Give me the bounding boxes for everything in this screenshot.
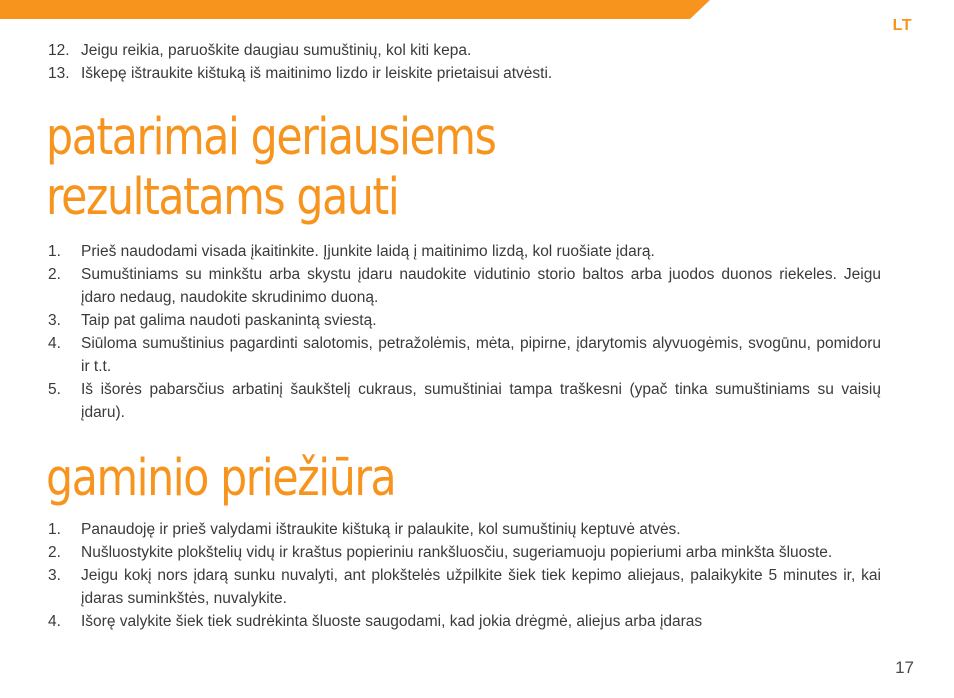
item-text: Panaudoję ir prieš valydami ištraukite kištuką ir palaukite, kol sumuštinių keptuvė atvės. bbox=[81, 521, 681, 538]
language-code: LT bbox=[892, 17, 912, 34]
list-item bbox=[48, 564, 881, 610]
item-number: 1. bbox=[48, 521, 61, 538]
item-text: Išorę valykite šiek tiek sudrėkinta šluoste saugodami, kad jokia drėgmė, aliejus arba įdaras bbox=[81, 613, 703, 630]
item-number: 2. bbox=[48, 544, 61, 561]
item-text: Jeigu kokį nors įdarą sunku nuvalyti, ant plokštelės užpilkite šiek tiek kepimo aliejaus, palaikykite 5 minutes ir, kai įdaras suminkštės, nuvalykite. bbox=[81, 567, 881, 607]
item-number: 3. bbox=[48, 567, 61, 584]
item-text: Nušluostykite plokštelių vidų ir kraštus popieriniu rankšluosčiu, sugeriamuoju popieriumi arba minkšta šluoste. bbox=[81, 544, 833, 561]
page-number: 17 bbox=[895, 658, 914, 677]
list-item bbox=[48, 62, 881, 85]
tips-title-line-1: patarimai geriausiems bbox=[46, 108, 496, 167]
list-item bbox=[48, 610, 881, 633]
item-text: Iš išorės pabarsčius arbatinį šaukštelį cukraus, sumuštiniai tampa traškesni (ypač tinka sumuštiniams su vaisių įdaru). bbox=[81, 381, 881, 421]
item-number: 5. bbox=[48, 381, 61, 398]
list-item bbox=[48, 541, 881, 564]
tips-title-line-2: rezultatams gauti bbox=[46, 168, 399, 227]
item-number: 4. bbox=[48, 613, 61, 630]
item-text: Siūloma sumuštinius pagardinti salotomis, petražolėmis, mėta, pipirne, įdarytomis alyvuogėmis, svogūnu, pomidoru ir t.t. bbox=[81, 335, 881, 375]
intro-steps-list bbox=[48, 39, 881, 85]
list-item bbox=[48, 332, 881, 378]
item-text: Jeigu reikia, paruoškite daugiau sumuštinių, kol kiti kepa. bbox=[81, 42, 472, 59]
item-text: Sumuštiniams su minkštu arba skystu įdaru naudokite vidutinio storio baltos arba juodos duonos riekeles. Jeigu įdaro nedaug, naudokite skrudinimo duoną. bbox=[81, 266, 881, 306]
care-list bbox=[48, 518, 881, 633]
item-text: Prieš naudodami visada įkaitinkite. Įjunkite laidą į maitinimo lizdą, kol ruošiate įdarą. bbox=[81, 243, 655, 260]
item-number: 12. bbox=[48, 42, 70, 59]
item-number: 2. bbox=[48, 266, 61, 283]
header-accent-bar bbox=[0, 0, 710, 19]
list-item bbox=[48, 518, 881, 541]
list-item bbox=[48, 240, 881, 263]
list-item bbox=[48, 39, 881, 62]
item-text: Taip pat galima naudoti paskanintą sviestą. bbox=[81, 312, 377, 329]
list-item bbox=[48, 378, 881, 424]
item-number: 1. bbox=[48, 243, 61, 260]
care-section-title: gaminio priežiūra bbox=[46, 449, 396, 508]
list-item bbox=[48, 309, 881, 332]
item-number: 13. bbox=[48, 65, 70, 82]
tips-section-title bbox=[46, 108, 495, 228]
tips-list bbox=[48, 240, 881, 424]
item-number: 4. bbox=[48, 335, 61, 352]
item-number: 3. bbox=[48, 312, 61, 329]
list-item bbox=[48, 263, 881, 309]
item-text: Iškepę ištraukite kištuką iš maitinimo lizdo ir leiskite prietaisui atvėsti. bbox=[81, 65, 553, 82]
